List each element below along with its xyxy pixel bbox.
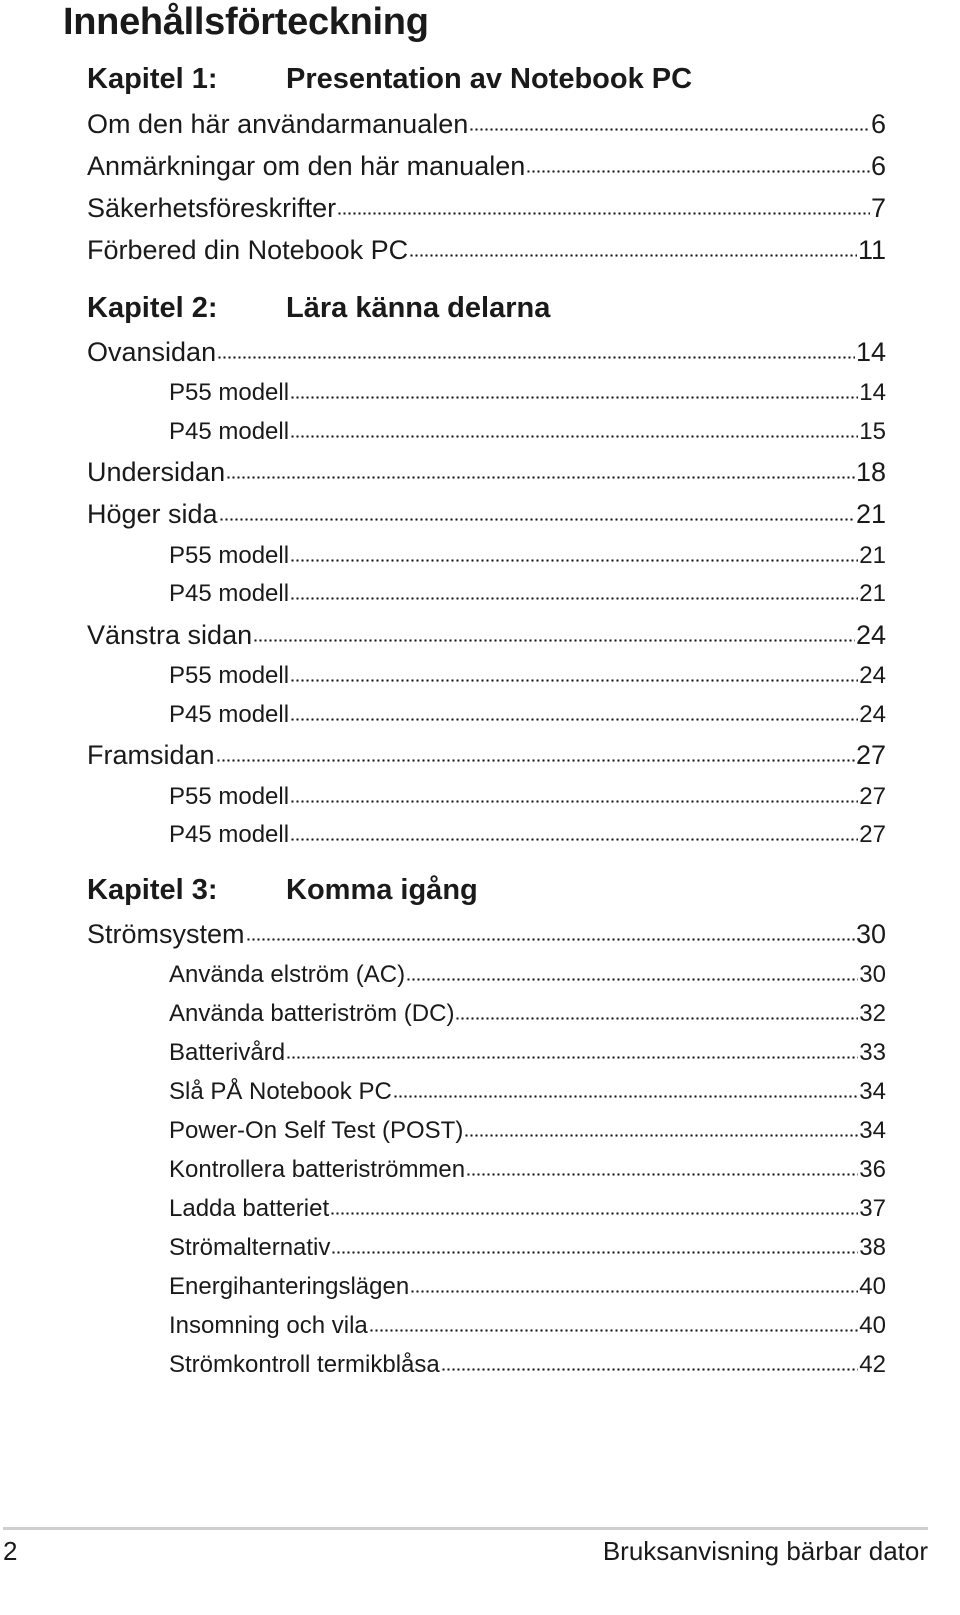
toc-entry-page: 11 bbox=[857, 235, 886, 265]
toc-entry-page: 34 bbox=[859, 1078, 886, 1105]
toc-entry-page: 21 bbox=[855, 499, 886, 529]
dot-leader bbox=[331, 1251, 858, 1254]
toc-entry-label: P55 modell bbox=[169, 542, 290, 569]
toc-subentry[interactable] bbox=[169, 541, 886, 571]
toc-subentry[interactable] bbox=[169, 960, 886, 990]
toc-entry-page: 24 bbox=[859, 662, 886, 689]
toc-entry-label: Vänstra sidan bbox=[87, 620, 253, 650]
toc-entry-label: Power-On Self Test (POST) bbox=[169, 1117, 464, 1144]
chapter-name: Komma igång bbox=[286, 874, 478, 906]
toc-entry-label: P55 modell bbox=[169, 379, 290, 406]
dot-leader bbox=[406, 978, 858, 981]
chapter-name: Lära känna delarna bbox=[286, 292, 551, 324]
toc-entry-label: Använda elström (AC) bbox=[169, 961, 406, 988]
toc-entry-page: 37 bbox=[859, 1195, 886, 1222]
dot-leader bbox=[464, 1134, 858, 1137]
toc-subentry[interactable] bbox=[169, 1116, 886, 1146]
toc-entry[interactable] bbox=[87, 619, 886, 651]
toc-entry-label: Använda batteriström (DC) bbox=[169, 1000, 455, 1027]
dot-leader bbox=[290, 435, 858, 438]
dot-leader bbox=[337, 212, 870, 215]
toc-subentry[interactable] bbox=[169, 820, 886, 850]
toc-entry-label: Säkerhetsföreskrifter bbox=[87, 193, 337, 223]
toc-entry-page: 15 bbox=[859, 418, 886, 445]
toc-entry-label: Anmärkningar om den här manualen bbox=[87, 151, 526, 181]
dot-leader bbox=[219, 518, 855, 521]
toc-subentry[interactable] bbox=[169, 661, 886, 691]
toc-entry-page: 36 bbox=[859, 1156, 886, 1183]
toc-entry-label: Energihanteringslägen bbox=[169, 1273, 410, 1300]
dot-leader bbox=[330, 1212, 858, 1215]
dot-leader bbox=[290, 559, 858, 562]
chapter-number: Kapitel 1: bbox=[87, 63, 218, 95]
toc-entry-label: Strömkontroll termikblåsa bbox=[169, 1351, 440, 1378]
toc-subentry[interactable] bbox=[169, 1350, 886, 1380]
toc-subentry[interactable] bbox=[169, 782, 886, 812]
dot-leader bbox=[290, 597, 858, 600]
toc-entry[interactable] bbox=[87, 336, 886, 368]
footer-manual-title: Bruksanvisning bärbar dator bbox=[602, 1536, 928, 1566]
toc-entry-label: Förbered din Notebook PC bbox=[87, 235, 409, 265]
chapter-number: Kapitel 3: bbox=[87, 874, 218, 906]
toc-subentry[interactable] bbox=[169, 417, 886, 447]
toc-entry-label: Slå PÅ Notebook PC bbox=[169, 1078, 392, 1105]
toc-subentry[interactable] bbox=[169, 999, 886, 1029]
toc-entry-label: P45 modell bbox=[169, 580, 290, 607]
chapter-number: Kapitel 2: bbox=[87, 292, 218, 324]
toc-entry-page: 27 bbox=[859, 783, 886, 810]
toc-entry-label: P45 modell bbox=[169, 821, 290, 848]
dot-leader bbox=[246, 938, 855, 941]
dot-leader bbox=[469, 128, 870, 131]
toc-entry-page: 40 bbox=[859, 1312, 886, 1339]
toc-entry-label: P55 modell bbox=[169, 783, 290, 810]
toc-entry[interactable] bbox=[87, 108, 886, 140]
dot-leader bbox=[455, 1017, 858, 1020]
toc-entry[interactable] bbox=[87, 739, 886, 771]
toc-entry-label: P45 modell bbox=[169, 701, 290, 728]
toc-entry-page: 21 bbox=[859, 542, 886, 569]
dot-leader bbox=[290, 718, 858, 721]
toc-entry-label: P55 modell bbox=[169, 662, 290, 689]
toc-entry-label: Ladda batteriet bbox=[169, 1195, 330, 1222]
toc-entry-label: P45 modell bbox=[169, 418, 290, 445]
dot-leader bbox=[409, 254, 857, 257]
footer-divider bbox=[3, 1527, 928, 1530]
toc-entry-label: Framsidan bbox=[87, 740, 215, 770]
toc-entry-page: 32 bbox=[859, 1000, 886, 1027]
dot-leader bbox=[410, 1290, 858, 1293]
toc-subentry[interactable] bbox=[169, 1155, 886, 1185]
toc-entry-page: 21 bbox=[859, 580, 886, 607]
toc-subentry[interactable] bbox=[169, 1272, 886, 1302]
toc-entry-page: 30 bbox=[855, 919, 886, 949]
toc-entry-page: 24 bbox=[859, 701, 886, 728]
toc-entry-page: 14 bbox=[859, 379, 886, 406]
toc-subentry[interactable] bbox=[169, 1311, 886, 1341]
dot-leader bbox=[217, 356, 855, 359]
toc-entry-page: 6 bbox=[870, 109, 886, 139]
toc-entry-page: 38 bbox=[859, 1234, 886, 1261]
toc-entry-page: 34 bbox=[859, 1117, 886, 1144]
toc-subentry[interactable] bbox=[169, 1038, 886, 1068]
toc-entry-page: 24 bbox=[855, 620, 886, 650]
dot-leader bbox=[526, 170, 870, 173]
toc-entry-label: Strömalternativ bbox=[169, 1234, 331, 1261]
dot-leader bbox=[369, 1329, 859, 1332]
toc-entry[interactable] bbox=[87, 918, 886, 950]
toc-entry-label: Ovansidan bbox=[87, 337, 217, 367]
toc-entry-page: 7 bbox=[870, 193, 886, 223]
toc-entry[interactable] bbox=[87, 498, 886, 530]
toc-entry-label: Batterivård bbox=[169, 1039, 286, 1066]
dot-leader bbox=[441, 1368, 859, 1371]
dot-leader bbox=[226, 476, 855, 479]
dot-leader bbox=[216, 759, 855, 762]
toc-entry-label: Om den här användarmanualen bbox=[87, 109, 469, 139]
toc-entry[interactable] bbox=[87, 150, 886, 182]
toc-entry-label: Kontrollera batteriströmmen bbox=[169, 1156, 466, 1183]
toc-entry-page: 40 bbox=[859, 1273, 886, 1300]
toc-subentry[interactable] bbox=[169, 1194, 886, 1224]
toc-subentry[interactable] bbox=[169, 579, 886, 609]
dot-leader bbox=[286, 1056, 858, 1059]
toc-subentry[interactable] bbox=[169, 1077, 886, 1107]
toc-entry-page: 27 bbox=[859, 821, 886, 848]
dot-leader bbox=[253, 639, 855, 642]
dot-leader bbox=[393, 1095, 859, 1098]
dot-leader bbox=[466, 1173, 858, 1176]
toc-entry-page: 33 bbox=[859, 1039, 886, 1066]
toc-entry-label: Undersidan bbox=[87, 457, 226, 487]
toc-entry[interactable] bbox=[87, 192, 886, 224]
dot-leader bbox=[290, 679, 858, 682]
toc-entry-label: Höger sida bbox=[87, 499, 218, 529]
dot-leader bbox=[290, 838, 858, 841]
toc-entry-page: 42 bbox=[859, 1351, 886, 1378]
toc-entry-page: 27 bbox=[855, 740, 886, 770]
dot-leader bbox=[290, 800, 858, 803]
toc-entry-page: 14 bbox=[855, 337, 886, 367]
page-title: Innehållsförteckning bbox=[63, 1, 429, 43]
toc-entry-label: Strömsystem bbox=[87, 919, 245, 949]
toc-entry-page: 6 bbox=[870, 151, 886, 181]
toc-entry-page: 18 bbox=[855, 457, 886, 487]
toc-subentry[interactable] bbox=[169, 700, 886, 730]
footer-page-number: 2 bbox=[3, 1536, 18, 1566]
toc-entry[interactable] bbox=[87, 456, 886, 488]
dot-leader bbox=[290, 396, 858, 399]
toc-entry-label: Insomning och vila bbox=[169, 1312, 368, 1339]
toc-subentry[interactable] bbox=[169, 1233, 886, 1263]
chapter-name: Presentation av Notebook PC bbox=[286, 63, 693, 95]
toc-entry[interactable] bbox=[87, 234, 886, 266]
toc-entry-page: 30 bbox=[859, 961, 886, 988]
toc-subentry[interactable] bbox=[169, 378, 886, 408]
